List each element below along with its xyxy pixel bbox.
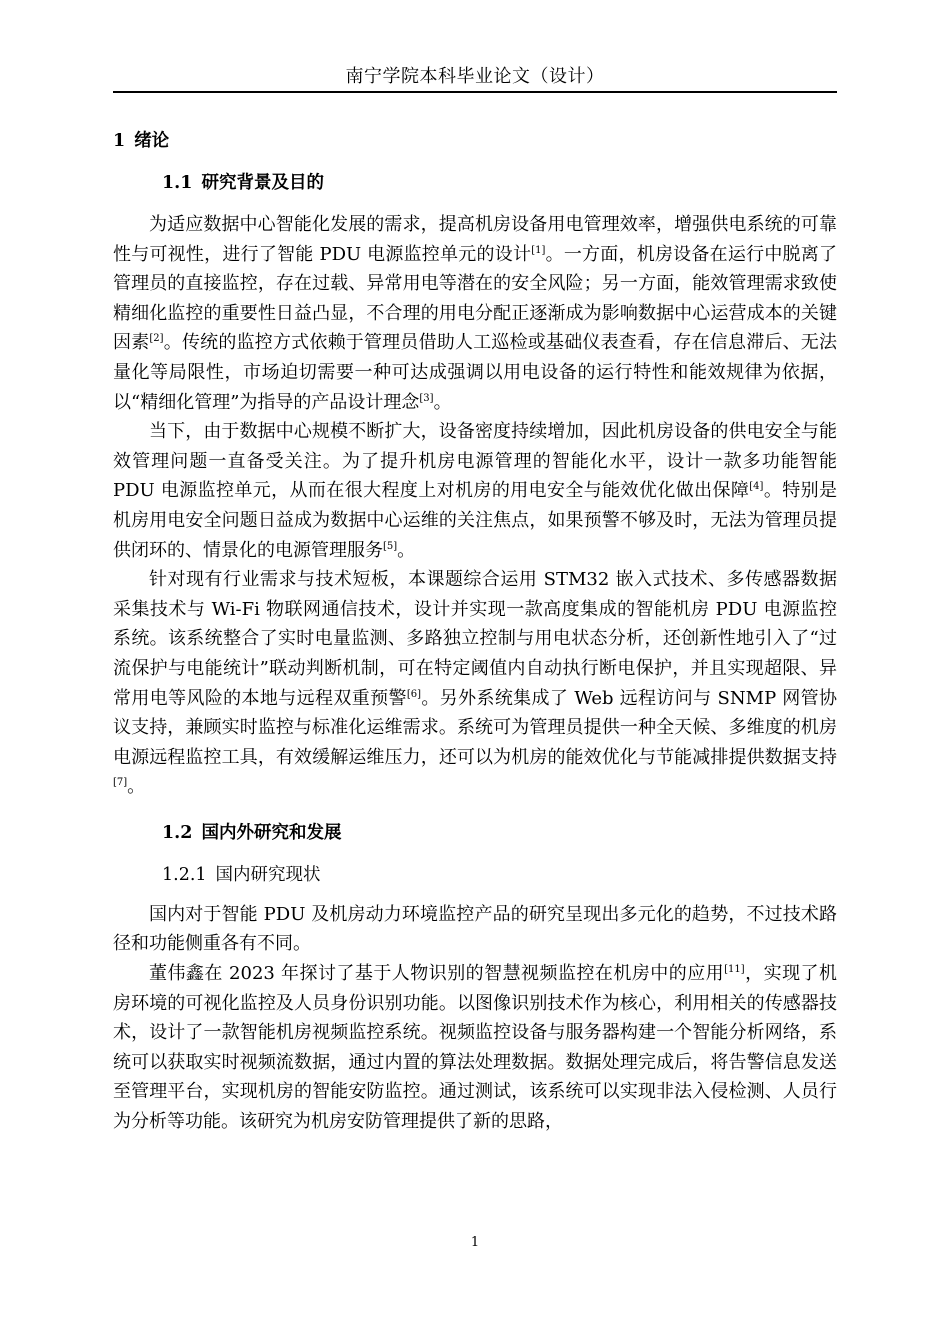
citation: [6]: [406, 688, 421, 700]
section-heading-1-1: [113, 168, 837, 198]
citation: [7]: [113, 777, 128, 789]
chapter-heading: [113, 126, 837, 156]
subsection-number: 1.2.1: [162, 864, 207, 885]
text-run: 。: [397, 539, 416, 561]
text-run: 董伟鑫在 2023 年探讨了基于人物识别的智慧视频监控在机房中的应用: [149, 963, 725, 985]
text-run: 。特别是机房用电安全问题日益成为数据中心运维的关注焦点，如果预警不够及时，无法为管理员提供闭环的、情景化的电源管理服务: [113, 480, 838, 561]
citation: [4]: [749, 481, 764, 493]
section-title: 研究背景及目的: [201, 173, 324, 193]
paragraph: [113, 959, 837, 1137]
subsection-title: 国内研究现状: [215, 864, 321, 885]
citation: [11]: [724, 964, 745, 976]
text-run: 。传统的监控方式依赖于管理员借助人工巡检或基础仪表查看，存在信息滞后、无法量化等局限性，市场迫切需要一种可达成强调以用电设备的运行特性和能效规律为依据，以“精细化管理”为指导的产品设计理念: [113, 332, 838, 413]
paragraph: [113, 565, 837, 802]
body-content: [113, 126, 837, 1137]
section-number: 1.1: [162, 173, 193, 193]
text-run: 。一方面，机房设备在运行中脱离了管理员的直接监控，存在过载、异常用电等潜在的安全风险；另一方面，能效管理需求致使精细化监控的重要性日益凸显，不合理的用电分配正逐渐成为影响数据中心运营成本的关键因素: [113, 243, 838, 354]
paragraph: [113, 210, 837, 417]
chapter-number: 1: [113, 131, 126, 151]
text-run: 。另外系统集成了 Web 远程访问与 SNMP 网管协议支持，兼顾实时监控与标准化运维需求。系统可为管理员提供一种全天候、多维度的机房电源远程监控工具，有效缓解运维压力，还可以为机房的能效优化与节能减排提供数据支持: [113, 687, 837, 768]
text-run: 当下，由于数据中心规模不断扩大，设备密度持续增加，因此机房设备的供电安全与能效管理问题一直备受关注。为了提升机房电源管理的智能化水平，设计一款多功能智能 PDU 电源监控单元，从而在很大程度上对机房的用电安全与能效优化做出保障: [113, 421, 837, 502]
section-heading-1-2: [113, 818, 837, 848]
page-number: 1: [470, 1235, 480, 1250]
header-rule: [113, 91, 837, 93]
subsection-heading-1-2-1: [113, 860, 837, 890]
section-number: 1.2: [162, 822, 193, 843]
chapter-title: 绪论: [134, 131, 170, 151]
text-run: 针对现有行业需求与技术短板，本课题综合运用 STM32 嵌入式技术、多传感器数据采集技术与 Wi-Fi 物联网通信技术，设计并实现一款高度集成的智能机房 PDU 电源监控系统。该系统整合了实时电量监测、多路独立控制与用电状态分析，还创新性地引入了“过流保护与电能统计”联动判断机制，可在特定阈值内自动执行断电保护，并且实现超限、异常用电等风险的本地与远程双重预警: [113, 569, 837, 709]
citation: [3]: [419, 392, 434, 404]
section-title: 国内外研究和发展: [201, 822, 342, 843]
citation: [1]: [531, 244, 546, 256]
paragraph: [113, 900, 837, 959]
citation: [2]: [149, 333, 164, 345]
text-run: 。: [433, 391, 452, 413]
text-run: 国内对于智能 PDU 及机房动力环境监控产品的研究呈现出多元化的趋势，不过技术路径和功能侧重各有不同。: [113, 903, 837, 955]
citation: [5]: [383, 540, 398, 552]
text-run: 为适应数据中心智能化发展的需求，提高机房设备用电管理效率，增强供电系统的可靠性与可视性，进行了智能 PDU 电源监控单元的设计: [113, 214, 837, 265]
text-run: ，实现了机房环境的可视化监控及人员身份识别功能。以图像识别技术作为核心，利用相关的传感器技术，设计了一款智能机房视频监控系统。视频监控设备与服务器构建一个智能分析网络，系统可以获取实时视频流数据，通过内置的算法处理数据。数据处理完成后，将告警信息发送至管理平台，实现机房的智能安防监控。通过测试，该系统可以实现非法入侵检测、人员行为分析等功能。该研究为机房安防管理提供了新的思路，: [113, 963, 838, 1133]
paragraph: [113, 417, 837, 565]
running-header: 南宁学院本科毕业论文（设计）: [345, 66, 605, 87]
text-run: 。: [127, 776, 146, 798]
